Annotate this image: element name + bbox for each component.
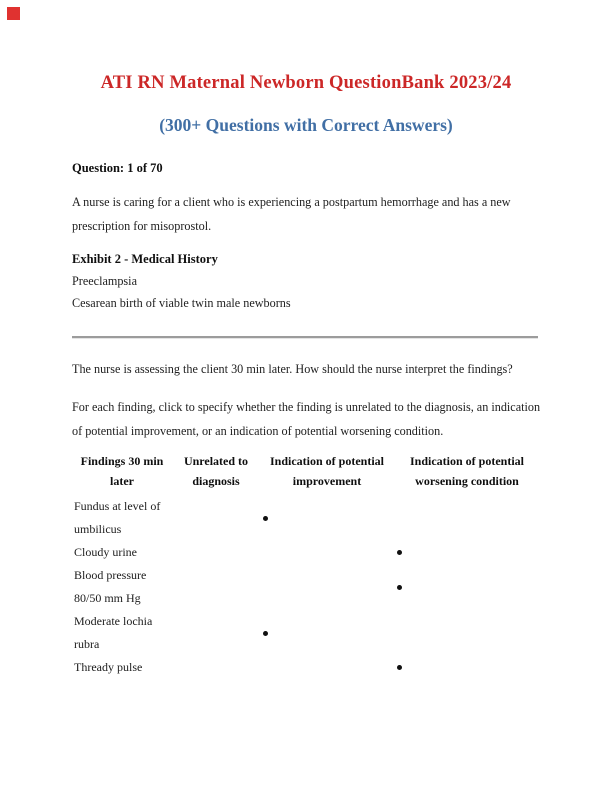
- finding-label: Thready pulse: [74, 660, 143, 674]
- column-header-worsening: Indication of potential worsening condition: [409, 454, 524, 488]
- finding-label: Blood pressure 80/50 mm Hg: [74, 568, 147, 605]
- instruction-line: For each finding, click to specify whether the finding is unrelated to the diagnosis, an indication: [72, 400, 541, 414]
- option-cell-unrelated[interactable]: [172, 564, 260, 610]
- option-cell-worsening[interactable]: [394, 495, 540, 541]
- option-cell-improvement[interactable]: [260, 541, 394, 564]
- table-body: [72, 495, 540, 679]
- exhibit-heading: Exhibit 2 - Medical History: [72, 252, 218, 266]
- option-cell-improvement[interactable]: [260, 564, 394, 610]
- finding-label: Cloudy urine: [74, 545, 137, 559]
- findings-table: [72, 451, 540, 679]
- column-header-improvement: Indication of potential improvement: [269, 454, 384, 488]
- column-header-unrelated: Unrelated to diagnosis: [183, 454, 249, 488]
- selected-dot: [397, 665, 402, 670]
- stem-line: prescription for misoprostol.: [72, 219, 212, 233]
- finding-label: Fundus at level of umbilicus: [74, 499, 161, 536]
- option-cell-unrelated[interactable]: [172, 610, 260, 656]
- option-cell-worsening[interactable]: [394, 656, 540, 679]
- section-divider: [72, 336, 538, 339]
- option-cell-improvement[interactable]: [260, 656, 394, 679]
- table-row: [72, 610, 540, 656]
- finding-label: Moderate lochia rubra: [74, 614, 153, 651]
- table-row: [72, 541, 540, 564]
- question-counter: Question: 1 of 70: [72, 161, 163, 175]
- instruction-line: of potential improvement, or an indication of potential worsening condition.: [72, 424, 444, 438]
- table-row: [72, 656, 540, 679]
- option-cell-unrelated[interactable]: [172, 495, 260, 541]
- option-cell-unrelated[interactable]: [172, 656, 260, 679]
- table-row: [72, 564, 540, 610]
- option-cell-improvement[interactable]: [260, 610, 394, 656]
- assessment-question: The nurse is assessing the client 30 min later. How should the nurse interpret the findings?: [72, 362, 513, 376]
- matrix-instructions: [72, 395, 577, 443]
- table-header-row: [72, 451, 540, 491]
- option-cell-improvement[interactable]: [260, 495, 394, 541]
- option-cell-worsening[interactable]: [394, 564, 540, 610]
- option-cell-unrelated[interactable]: [172, 541, 260, 564]
- column-header-findings: Findings 30 min later: [80, 454, 164, 488]
- selected-dot: [263, 516, 268, 521]
- doc-title: ATI RN Maternal Newborn QuestionBank 2023/24: [100, 73, 512, 93]
- table-row: [72, 495, 540, 541]
- exhibit-item: Preeclampsia: [72, 274, 137, 288]
- selected-dot: [397, 550, 402, 555]
- option-cell-worsening[interactable]: [394, 610, 540, 656]
- exhibit-list: [72, 270, 540, 314]
- question-stem: [72, 190, 572, 238]
- doc-subtitle: (300+ Questions with Correct Answers): [159, 115, 453, 135]
- exhibit-item: Cesarean birth of viable twin male newborns: [72, 296, 291, 310]
- stem-line: A nurse is caring for a client who is experiencing a postpartum hemorrhage and has a new: [72, 195, 511, 209]
- corner-marker: [7, 7, 20, 20]
- selected-dot: [397, 585, 402, 590]
- option-cell-worsening[interactable]: [394, 541, 540, 564]
- selected-dot: [263, 631, 268, 636]
